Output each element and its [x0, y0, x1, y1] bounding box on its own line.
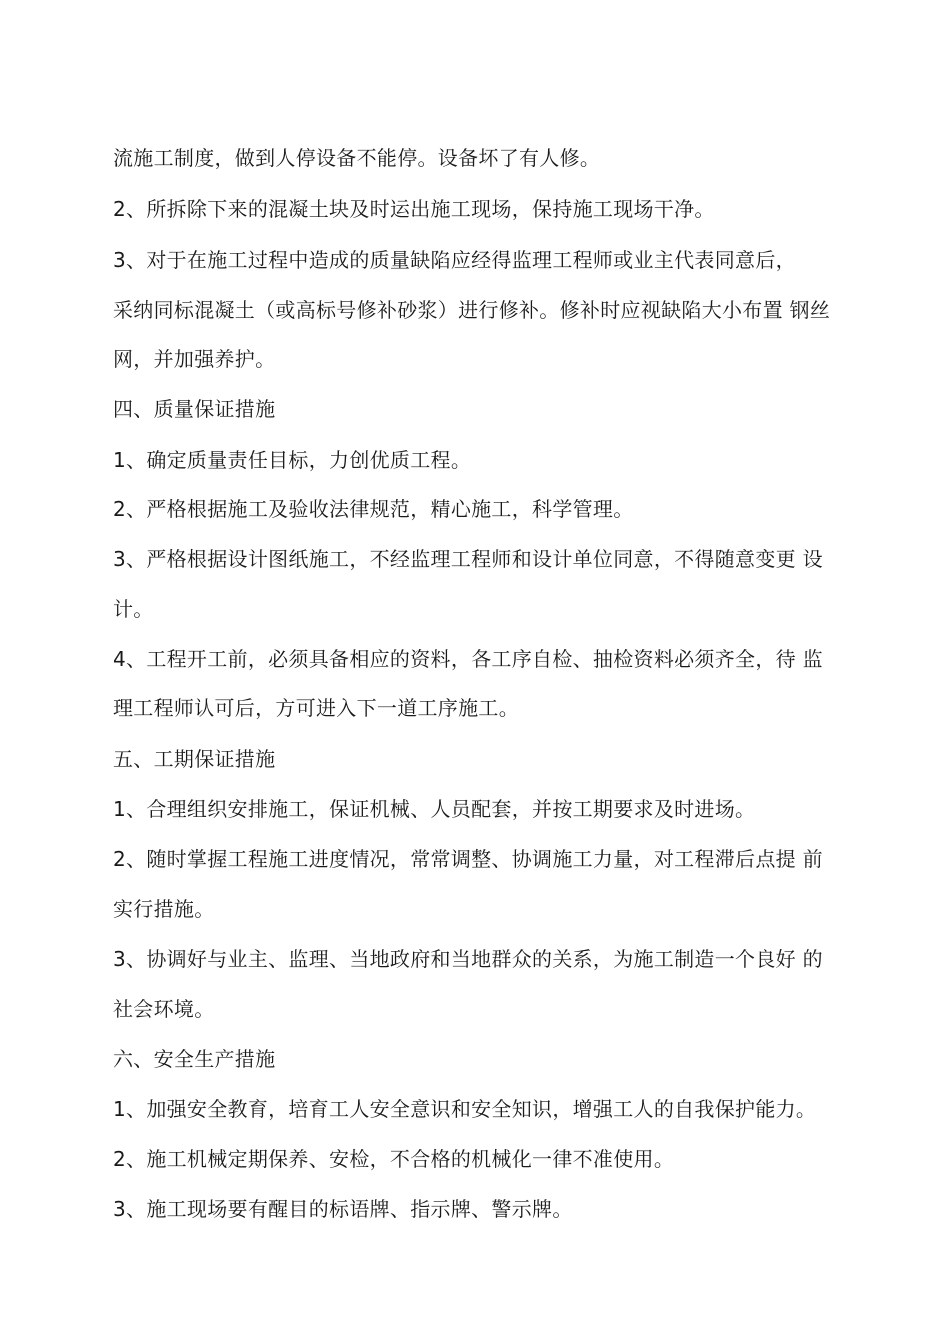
- paragraph-line: 网，并加强养护。: [113, 347, 276, 371]
- paragraph-line: 3、施工现场要有醒目的标语牌、指示牌、警示牌。: [113, 1197, 573, 1221]
- paragraph-line: 4、工程开工前，必须具备相应的资料，各工序自检、抽检资料必须齐全，待 监: [113, 647, 823, 671]
- section-heading: 四、质量保证措施: [113, 397, 276, 421]
- paragraph-line: 采纳同标混凝土（或高标号修补砂浆）进行修补。修补时应视缺陷大小布置 钢丝: [113, 298, 831, 322]
- section-heading: 五、工期保证措施: [113, 747, 276, 771]
- paragraph-line: 1、加强安全教育，培育工人安全意识和安全知识，增强工人的自我保护能力。: [113, 1097, 817, 1121]
- section-heading: 六、安全生产措施: [113, 1047, 276, 1071]
- paragraph-line: 3、协调好与业主、监理、当地政府和当地群众的关系，为施工制造一个良好 的: [113, 947, 823, 971]
- paragraph-line: 1、合理组织安排施工，保证机械、人员配套，并按工期要求及时进场。: [113, 797, 756, 821]
- paragraph-line: 理工程师认可后，方可进入下一道工序施工。: [113, 696, 519, 720]
- paragraph-line: 实行措施。: [113, 897, 215, 921]
- paragraph-line: 社会环境。: [113, 997, 215, 1021]
- paragraph-line: 3、对于在施工过程中造成的质量缺陷应经得监理工程师或业主代表同意后，: [113, 248, 796, 272]
- paragraph-line: 2、所拆除下来的混凝土块及时运出施工现场，保持施工现场干净。: [113, 197, 715, 221]
- paragraph-line: 计。: [113, 597, 154, 621]
- paragraph-line: 2、施工机械定期保养、安检，不合格的机械化一律不准使用。: [113, 1147, 675, 1171]
- paragraph-line: 3、严格根据设计图纸施工，不经监理工程师和设计单位同意，不得随意变更 设: [113, 547, 823, 571]
- paragraph-line: 流施工制度，做到人停设备不能停。设备坏了有人修。: [113, 146, 601, 170]
- paragraph-line: 2、严格根据施工及验收法律规范，精心施工，科学管理。: [113, 497, 634, 521]
- paragraph-line: 1、确定质量责任目标，力创优质工程。: [113, 448, 472, 472]
- paragraph-line: 2、随时掌握工程施工进度情况，常常调整、协调施工力量，对工程滞后点提 前: [113, 847, 823, 871]
